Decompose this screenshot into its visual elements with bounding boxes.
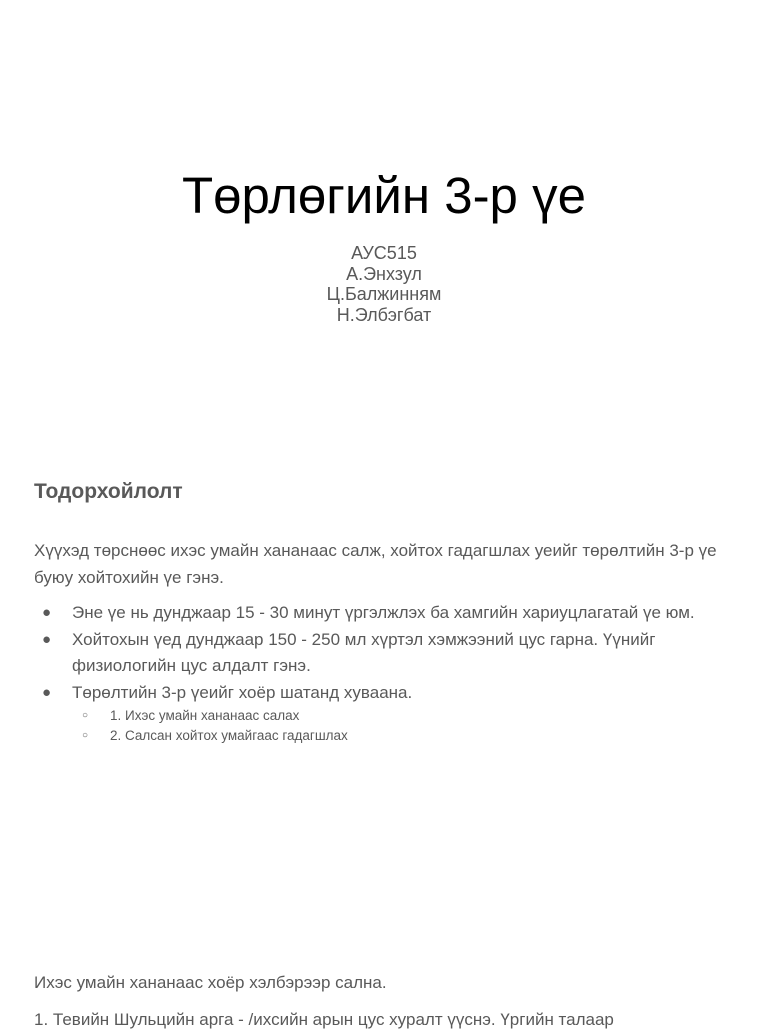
bullet-list [34,600,734,747]
author-line: Ц.Балжинням [326,284,442,304]
circle-bullet-icon: ○ [82,730,89,741]
definition-paragraph: Хүүхэд төрснөөс ихэс умайн хананаас салж, хойтох гадагшлах уеийг төрөлтийн 3-р үе буюу хойтохийн үе гэнэ. [34,541,717,587]
list-item-text: Эне үе нь дунджаар 15 - 30 минут үргэлжлэх ба хамгийн хариуцлагатай үе юм. [72,603,695,622]
list-item-text: Төрөлтийн 3-р үеийг хоёр шатанд хуваана. [72,683,413,702]
bullet-icon: ● [42,604,52,621]
slide-divider [0,430,768,431]
list-item-text: Хойтохын үед дунджаар 150 - 250 мл хүртэл хэмжээний цус гарна. Үүнийг физиологийн цус алдалт гэнэ. [72,630,656,675]
sub-list-item [72,706,734,726]
section-heading: Тодорхойлолт [34,480,183,503]
circle-bullet-icon: ○ [82,710,89,721]
slide-title: Төрлөгийн 3-р үе [182,167,586,224]
sub-list-item [72,726,734,746]
list-item [34,600,734,626]
author-line: АУС515 [351,243,417,263]
sub-list-item-text: 2. Салсан хойтох умайгаас гадагшлах [110,728,348,743]
title-slide [0,0,768,430]
sub-bullet-list [72,706,734,746]
list-item [34,680,734,746]
list-item [34,627,734,679]
next-slide-first-line: 1. Тевийн Шульцийн арга - /ихсийн арын цус хуралт үүснэ. Үргийн талаар [34,1010,614,1029]
author-line: Н.Элбэгбат [336,304,432,325]
bullet-icon: ● [42,684,52,701]
sub-list-item-text: 1. Ихэс умайн хананаас салах [110,708,300,723]
bullet-icon: ● [42,631,52,648]
authors-block [0,243,768,325]
next-slide-intro: Ихэс умайн хананаас хоёр хэлбэрээр сална. [34,973,387,992]
author-line: А.Энхзул [346,263,422,284]
